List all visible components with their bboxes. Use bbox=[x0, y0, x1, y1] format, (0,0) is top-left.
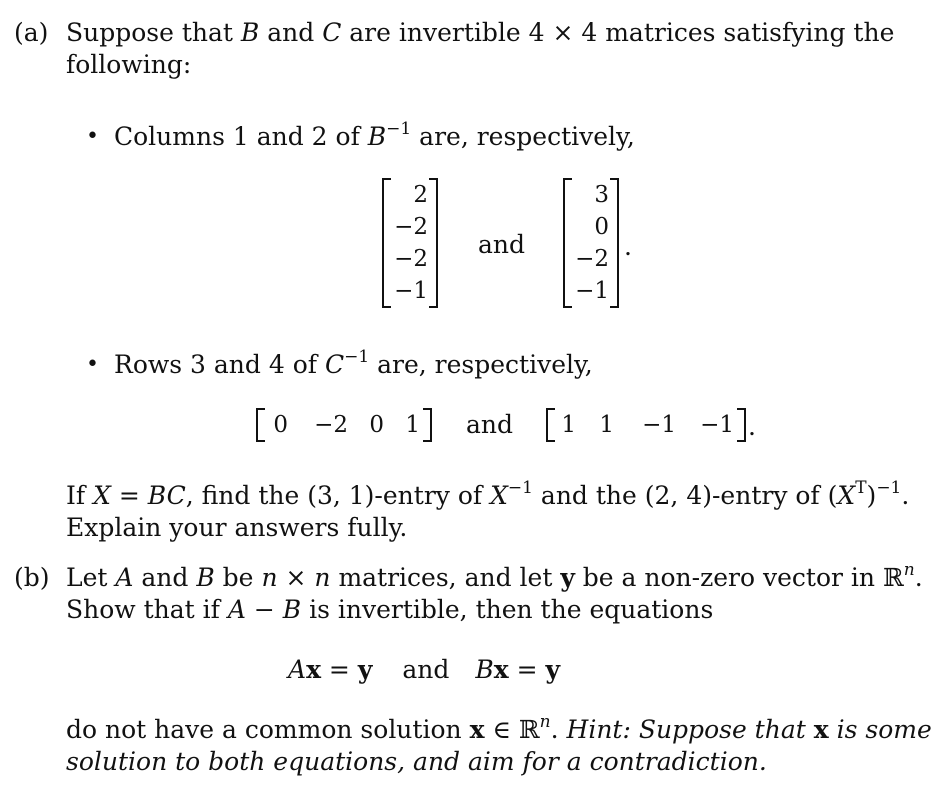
matrix-cell: −1 bbox=[394, 278, 428, 304]
matrix-cell: −1 bbox=[575, 278, 609, 304]
column-vector-1 bbox=[382, 178, 438, 308]
part-a-question: If X = BC, find the (3, 1)-entry of $X^{-1}$ and the (2, 4)-entry of $(X^T)^{-1}$. bbox=[66, 477, 910, 510]
columns-joiner: and bbox=[478, 230, 526, 259]
matrix-cell: −1 bbox=[642, 412, 676, 438]
part-a-explain: Explain your answers fully. bbox=[66, 513, 408, 542]
row-vector-2 bbox=[546, 408, 746, 442]
column-vector-2 bbox=[563, 178, 619, 308]
part-b-line3: do not have a common solution x ∈ ℝ$^n$. Hint: Suppose that x is some bbox=[66, 711, 932, 744]
matrix-cell: 1 bbox=[599, 412, 614, 438]
matrix-cell: −2 bbox=[314, 412, 348, 438]
bullet-icon: • bbox=[86, 352, 99, 377]
row-vector-1 bbox=[256, 408, 432, 442]
bullet-columns-text: Columns 1 and 2 of $B^{-1}$ are, respectively, bbox=[114, 118, 635, 151]
part-a-intro-line1: Suppose that B and C are invertible 4 × 4 matrices satisfying the bbox=[66, 18, 895, 47]
rows-joiner: and bbox=[466, 410, 514, 439]
matrix-cell: 2 bbox=[413, 182, 428, 208]
bullet-icon: • bbox=[86, 124, 99, 149]
matrix-cell: 1 bbox=[561, 412, 576, 438]
matrix-cell: −1 bbox=[700, 412, 734, 438]
part-a-intro-line2: following: bbox=[66, 50, 192, 79]
matrix-cell: 0 bbox=[594, 214, 609, 240]
part-b-label: (b) bbox=[14, 563, 50, 592]
matrix-cell: 0 bbox=[273, 412, 288, 438]
bullet-rows-text: Rows 3 and 4 of $C^{-1}$ are, respectively, bbox=[114, 346, 593, 379]
matrix-cell: −2 bbox=[575, 246, 609, 272]
matrix-cell: 0 bbox=[369, 412, 384, 438]
rows-trailing-period: . bbox=[748, 412, 756, 441]
matrix-cell: 3 bbox=[594, 182, 609, 208]
part-b-equation: Ax = y and Bx = y bbox=[288, 655, 561, 684]
part-b-line1: Let A and B be n × n matrices, and let y be a non-zero vector in ℝ$^n$. bbox=[66, 559, 923, 592]
part-a-label: (a) bbox=[14, 18, 49, 47]
matrix-cell: −2 bbox=[394, 214, 428, 240]
matrix-cell: 1 bbox=[405, 412, 420, 438]
part-b-hint-line: solution to both equations, and aim for a contradiction. bbox=[66, 747, 767, 776]
part-b-line2: Show that if A − B is invertible, then the equations bbox=[66, 595, 714, 624]
columns-trailing-period: . bbox=[624, 232, 632, 261]
matrix-cell: −2 bbox=[394, 246, 428, 272]
